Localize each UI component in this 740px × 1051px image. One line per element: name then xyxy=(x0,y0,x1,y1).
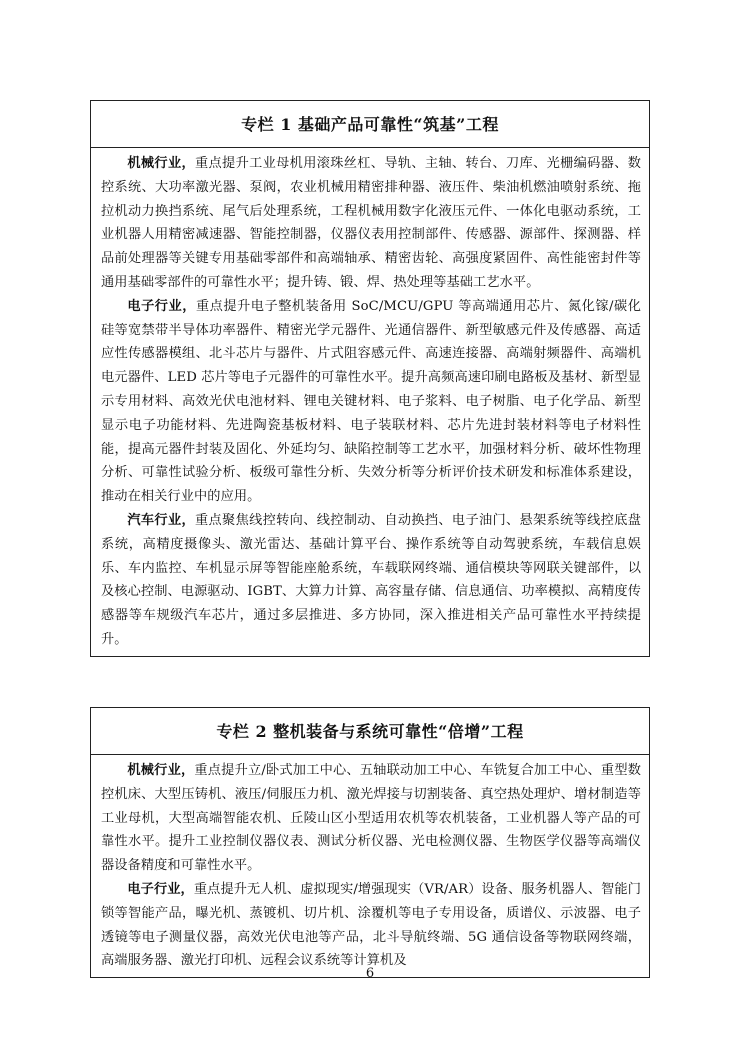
page-number: 6 xyxy=(365,966,375,981)
paragraph-electronics-2 xyxy=(101,878,641,973)
paragraph-text: 重点提升工业母机用滚珠丝杠、导轨、主轴、转台、刀库、光栅编码器、数控系统、大功率激光器、泵阀，农业机械用精密排种器、液压件、柴油机燃油喷射系统、拖拉机动力换挡系统、尾气后处理系统，工程机械用数字化液压元件、一体化电驱动系统，工业机器人用精密减速器、智能控制器，仪器仪表用控制部件、传感器、源部件、探测器、样品前处理器等关键专用基础零部件和高端轴承、精密齿轮、高强度紧固件、高性能密封件等通用基础零部件的可靠性水平；提升铸、锻、焊、热处理等基础工艺水平。 xyxy=(101,156,642,290)
column-box-2-title: 专栏 2 整机装备与系统可靠性“倍增”工程 xyxy=(91,708,649,755)
paragraph-text: 重点提升立/卧式加工中心、五轴联动加工中心、车铣复合加工中心、重型数控机床、大型压铸机、液压/伺服压力机、激光焊接与切割装备、真空热处理炉、增材制造等工业母机，大型高端智能农机、丘陵山区小型适用农机等农机装备，工业机器人等产品的可靠性水平。提升工业控制仪器仪表、测试分析仪器、光电检测仪器、生物医学仪器等高端仪器设备精度和可靠性水平。 xyxy=(101,763,641,874)
column-box-2 xyxy=(90,707,650,978)
paragraph-automotive-1 xyxy=(101,509,641,652)
paragraph-mechanical-2 xyxy=(101,759,641,878)
paragraph-text: 重点提升无人机、虚拟现实/增强现实（VR/AR）设备、服务机器人、智能门锁等智能产品，曝光机、蒸镀机、切片机、涂覆机等电子专用设备，质谱仪、示波器、电子透镜等电子测量仪器，高效光伏电池等产品，北斗导航终端、5G 通信设备等物联网终端，高端服务器、激光打印机、远程会议系统等计算机及 xyxy=(101,881,642,969)
column-box-2-body xyxy=(91,755,649,977)
paragraph-text: 重点提升电子整机装备用 SoC/MCU/GPU 等高端通用芯片、氮化镓/碳化硅等宽禁带半导体功率器件、精密光学元器件、光通信器件、新型敏感元件及传感器、高适应性传感器模组、北斗芯片与器件、片式阻容感元件、高速连接器、高端射频器件、高端机电元器件、LED 芯片等电子元器件的可靠性水平。提升高频高速印刷电路板及基材、新型显示专用材料、高效光伏电池材料、锂电关键材料、电子浆料、电子树脂、电子化学品、新型显示电子功能材料、先进陶瓷基板材料、电子装联材料、芯片先进封装材料等电子材料性能，提高元器件封装及固化、外延均匀、缺陷控制等工艺水平，加强材料分析、破坏性物理分析、可靠性试验分析、板级可靠性分析、失效分析等分析评价技术研发和标准体系建设，推动在相关行业中的应用。 xyxy=(101,298,642,505)
paragraph-lead: 机械行业， xyxy=(127,763,195,778)
column-box-1-body xyxy=(91,148,649,656)
column-box-1 xyxy=(90,100,650,657)
paragraph-text: 重点聚焦线控转向、线控制动、自动换挡、电子油门、悬架系统等线控底盘系统，高精度摄像头、激光雷达、基础计算平台、操作系统等自动驾驶系统，车载信息娱乐、车内监控、车机显示屏等智能座舱系统，车载联网终端、通信模块等网联关键部件，以及核心控制、电源驱动、IGBT、大算力计算、高容量存储、信息通信、功率模拟、高精度传感器等车规级汽车芯片，通过多层推进、多方协同，深入推进相关产品可靠性水平持续提升。 xyxy=(101,512,642,647)
column-box-1-title: 专栏 1 基础产品可靠性“筑基”工程 xyxy=(91,101,649,148)
paragraph-lead: 汽车行业， xyxy=(127,512,196,528)
paragraph-lead: 电子行业， xyxy=(127,881,194,897)
paragraph-mechanical-1 xyxy=(101,152,641,295)
paragraph-electronics-1 xyxy=(101,295,641,509)
paragraph-lead: 电子行业， xyxy=(127,298,196,314)
paragraph-lead: 机械行业， xyxy=(127,156,196,171)
